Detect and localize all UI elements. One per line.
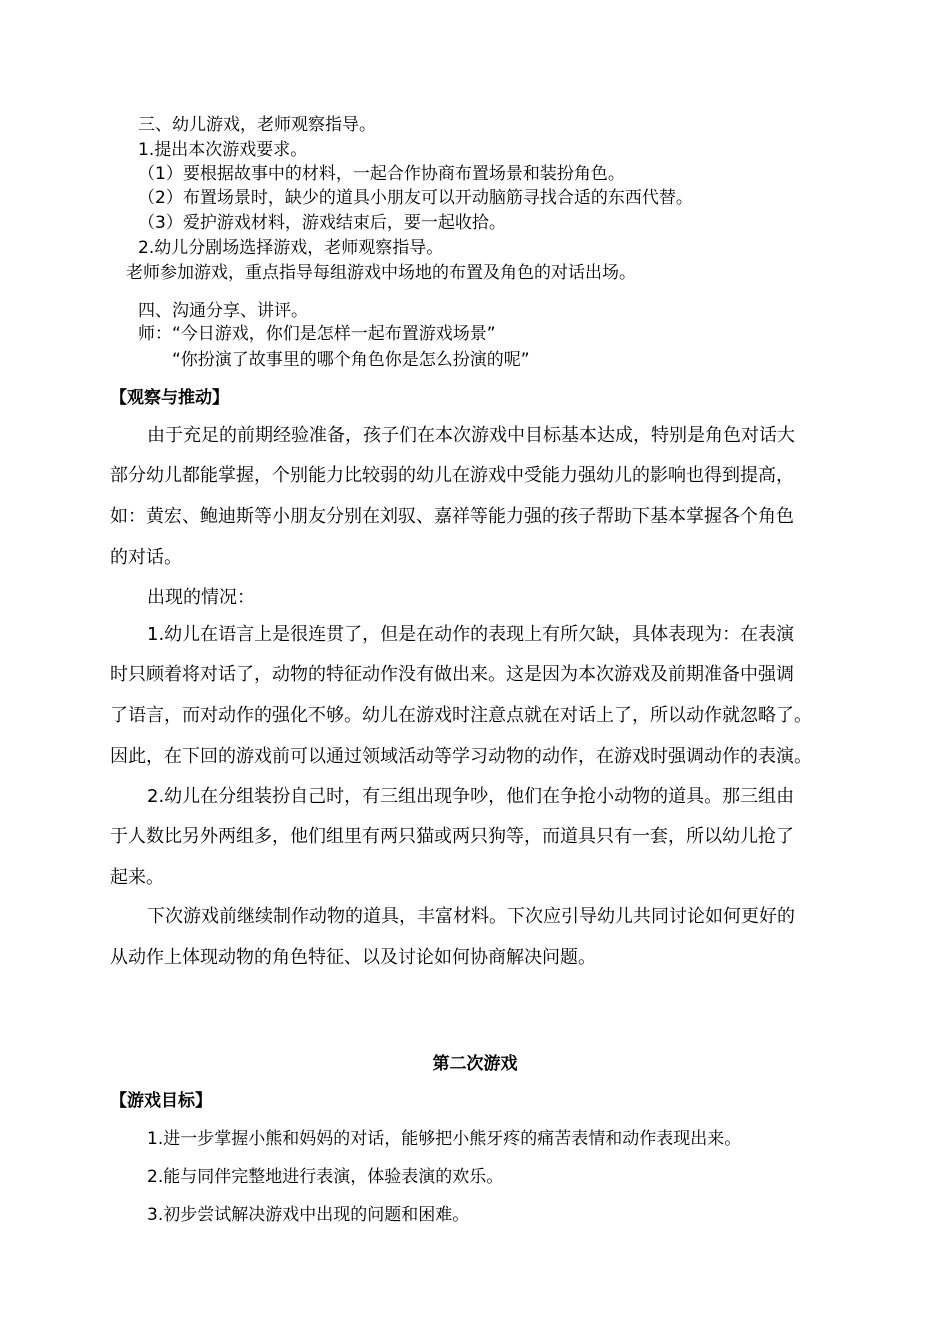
situation-paragraph-line: 了语言，而对动作的强化不够。幼儿在游戏时注意点就在对话上了，所以动作就忽略了。 xyxy=(110,705,812,726)
requirement-line-2: （2）布置场景时，缺少的道具小朋友可以开动脑筋寻找合适的东西代替。 xyxy=(138,188,693,208)
situation-label: 出现的情况： xyxy=(147,587,255,608)
teacher-question-2: “你扮演了故事里的哪个角色你是怎么扮演的呢” xyxy=(172,350,530,370)
game-goal-item: 2.能与同伴完整地进行表演，体验表演的欢乐。 xyxy=(147,1167,504,1187)
game-goal-item: 3.初步尝试解决游戏中出现的问题和困难。 xyxy=(147,1205,470,1225)
situation-paragraph-line: 于人数比另外两组多，他们组里有两只猫或两只狗等，而道具只有一套，所以幼儿抢了 xyxy=(110,826,794,847)
observation-paragraph-line: 部分幼儿都能掌握，个别能力比较弱的幼儿在游戏中受能力强幼儿的影响也得到提高， xyxy=(110,465,794,486)
teacher-note: 老师参加游戏，重点指导每组游戏中场地的布置及角色的对话出场。 xyxy=(126,263,636,283)
section-heading-3: 三、幼儿游戏，老师观察指导。 xyxy=(138,115,376,135)
game-goals-title: 【游戏目标】 xyxy=(110,1091,212,1111)
next-step-line: 下次游戏前继续制作动物的道具，丰富材料。下次应引导幼儿共同讨论如何更好的 xyxy=(147,906,795,927)
requirement-item-2: 2.幼儿分剧场选择游戏，老师观察指导。 xyxy=(138,238,444,258)
second-game-title: 第二次游戏 xyxy=(432,1054,518,1074)
observation-paragraph-line: 如：黄宏、鲍迪斯等小朋友分别在刘驭、嘉祥等能力强的孩子帮助下基本掌握各个角色 xyxy=(110,506,794,527)
requirement-line-3: （3）爱护游戏材料，游戏结束后，要一起收拾。 xyxy=(138,213,506,233)
situation-paragraph-line: 2.幼儿在分组装扮自己时，有三组出现争吵，他们在争抢小动物的道具。那三组由 xyxy=(147,786,795,807)
next-step-line: 从动作上体现动物的角色特征、以及讨论如何协商解决问题。 xyxy=(110,947,596,968)
observation-title: 【观察与推动】 xyxy=(110,388,229,408)
observation-paragraph-line: 由于充足的前期经验准备，孩子们在本次游戏中目标基本达成，特别是角色对话大 xyxy=(147,425,795,446)
situation-paragraph-line: 因此，在下回的游戏前可以通过领域活动等学习动物的动作，在游戏时强调动作的表演。 xyxy=(110,746,812,767)
situation-paragraph-line: 1.幼儿在语言上是很连贯了，但是在动作的表现上有所欠缺，具体表现为：在表演 xyxy=(147,624,795,645)
requirement-line-1: （1）要根据故事中的材料，一起合作协商布置场景和装扮角色。 xyxy=(138,164,625,184)
section-heading-4: 四、沟通分享、讲评。 xyxy=(138,301,308,321)
requirement-item-1: 1.提出本次游戏要求。 xyxy=(138,140,308,160)
observation-paragraph-line: 的对话。 xyxy=(110,547,182,568)
situation-paragraph-line: 时只顾着将对话了，动物的特征动作没有做出来。这是因为本次游戏及前期准备中强调 xyxy=(110,664,794,685)
teacher-question-1: 师：“今日游戏，你们是怎样一起布置游戏场景” xyxy=(138,324,496,344)
game-goal-item: 1.进一步掌握小熊和妈妈的对话，能够把小熊牙疼的痛苦表情和动作表现出来。 xyxy=(147,1129,742,1149)
situation-paragraph-line: 起来。 xyxy=(110,867,164,888)
